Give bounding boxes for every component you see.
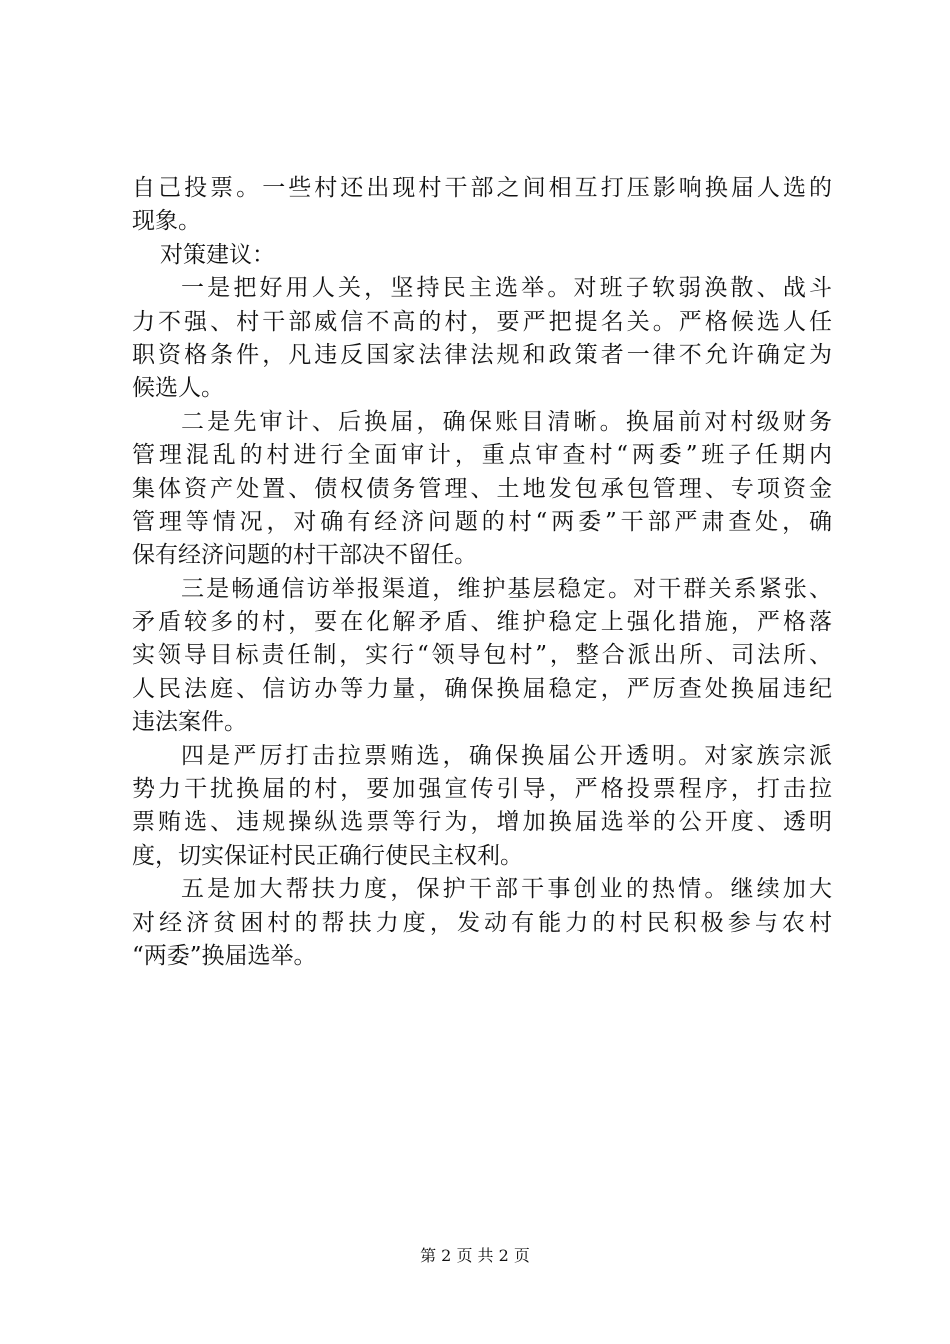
text-line: “两委”换届选举。 [132, 942, 317, 969]
text-line: 集体资产处置、债权债务管理、土地发包承包管理、专项资金 [132, 475, 832, 502]
text-line: 违法案件。 [132, 709, 247, 736]
document-body [132, 172, 832, 973]
page-number-footer: 第 2 页 共 2 页 [420, 1246, 530, 1265]
text-line: 职资格条件，凡违反国家法律法规和政策者一律不允许确定为 [132, 341, 832, 368]
text-line: 势力干扰换届的村，要加强宣传引导，严格投票程序，打击拉 [132, 776, 832, 803]
text-line: 矛盾较多的村，要在化解矛盾、维护稳定上强化措施，严格落 [132, 609, 832, 636]
paragraph-first-line: 四是严厉打击拉票贿选，确保换届公开透明。对家族宗派 [181, 742, 832, 769]
text-line: 候选人。 [132, 375, 224, 402]
paragraph-first-line: 一是把好用人关，坚持民主选举。对班子软弱涣散、战斗 [181, 275, 832, 302]
text-line: 票贿选、违规操纵选票等行为，增加换届选举的公开度、透明 [132, 809, 832, 836]
text-line: 现象。 [132, 208, 201, 235]
text-line: 管理等情况，对确有经济问题的村“两委”干部严肃查处，确 [132, 508, 832, 535]
text-line: 度，切实保证村民正确行使民主权利。 [132, 842, 523, 869]
text-line: 自己投票。一些村还出现村干部之间相互打压影响换届人选的 [132, 175, 832, 201]
paragraph-first-line: 三是畅通信访举报渠道，维护基层稳定。对干群关系紧张、 [181, 575, 832, 602]
section-heading: 对策建议： [160, 241, 275, 268]
paragraph-first-line: 二是先审计、后换届，确保账目清晰。换届前对村级财务 [181, 408, 832, 435]
text-line: 实领导目标责任制，实行“领导包村”，整合派出所、司法所、 [132, 642, 832, 669]
text-line: 管理混乱的村进行全面审计，重点审查村“两委”班子任期内 [132, 442, 832, 469]
text-line: 保有经济问题的村干部决不留任。 [132, 542, 477, 569]
text-line: 力不强、村干部威信不高的村，要严把提名关。严格候选人任 [132, 308, 832, 335]
text-line: 人民法庭、信访办等力量，确保换届稳定，严厉查处换届违纪 [132, 675, 832, 702]
paragraph-first-line: 五是加大帮扶力度，保护干部干事创业的热情。继续加大 [181, 876, 832, 903]
text-line: 对经济贫困村的帮扶力度，发动有能力的村民积极参与农村 [132, 909, 832, 936]
